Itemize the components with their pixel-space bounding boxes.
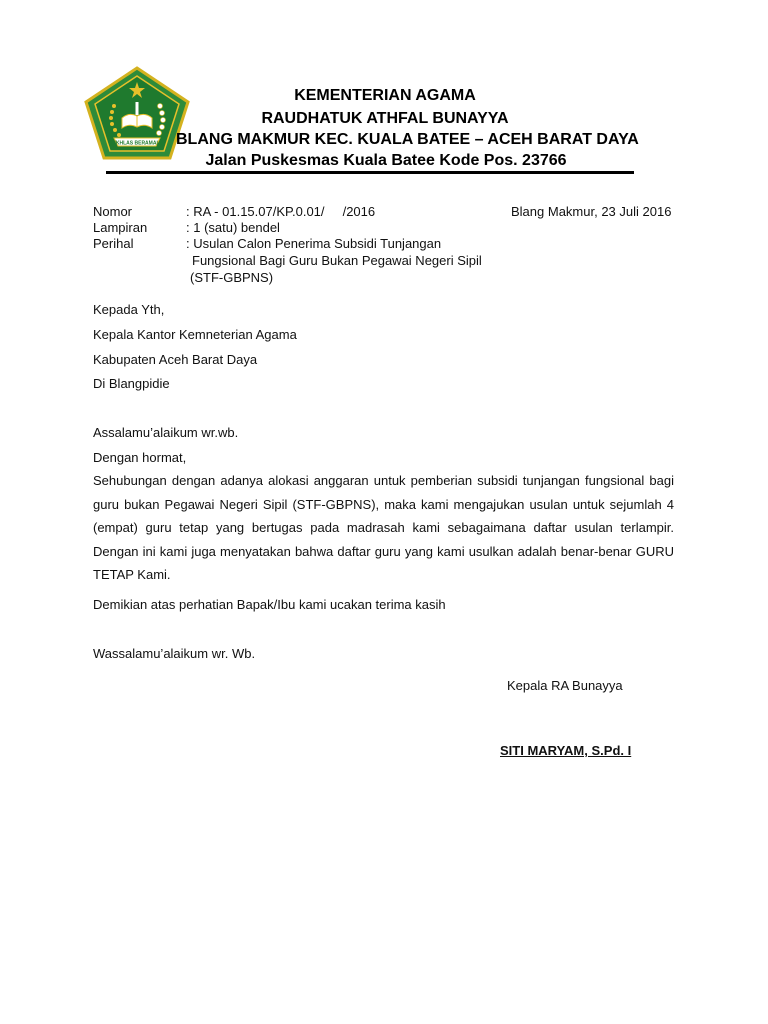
svg-text:IKHLAS BERAMAL: IKHLAS BERAMAL — [114, 140, 160, 147]
perihal-line-3: (STF-GBPNS) — [190, 270, 274, 285]
opening-greeting: Dengan hormat, — [93, 450, 187, 465]
nomor-label: Nomor — [93, 204, 133, 219]
kementerian-agama-logo-icon — [84, 66, 190, 160]
opening-salutation: Assalamu’alaikum wr.wb. — [93, 425, 239, 440]
perihal-line-2: Fungsional Bagi Guru Bukan Pegawai Negeri Sipil — [192, 253, 482, 268]
letter-date: Blang Makmur, 23 Juli 2016 — [511, 204, 672, 219]
recipient-place: Di Blangpidie — [93, 376, 170, 391]
perihal-label: Perihal — [93, 236, 134, 251]
recipient-regency: Kabupaten Aceh Barat Daya — [93, 352, 258, 367]
lampiran-value: : 1 (satu) bendel — [186, 220, 280, 235]
perihal-line-1: : Usulan Calon Penerima Subsidi Tunjangan — [186, 236, 442, 251]
body-paragraph: Sehubungan dengan adanya alokasi anggaran untuk pemberian subsidi tunjangan fungsional bagi guru bukan Pegawai Negeri Sipil (STF-GBPNS), maka kami mengajukan usulan untuk sejumlah 4 (empat) guru tetap yang bertugas pada madrasah kami sebagaimana daftar usulan terlampir. Dengan ini kami juga menyatakan bahwa daftar guru yang kami usulkan adalah benar-benar GURU TETAP Kami. — [93, 473, 674, 582]
signatory-title: Kepala RA Bunayya — [507, 678, 623, 693]
recipient-office: Kepala Kantor Kemneterian Agama — [93, 327, 297, 342]
nomor-value: : RA - 01.15.07/KP.0.01/ /2016 — [186, 204, 376, 219]
letterhead-divider — [106, 171, 634, 174]
lampiran-label: Lampiran — [93, 220, 148, 235]
letterhead-line-school: RAUDHATUK ATHFAL BUNAYYA — [261, 110, 509, 127]
letterhead-line-location: BLANG MAKMUR KEC. KUALA BATEE – ACEH BARAT DAYA — [176, 131, 639, 148]
closing-text: Demikian atas perhatian Bapak/Ibu kami ucakan terima kasih — [93, 597, 446, 612]
letterhead-line-ministry: KEMENTERIAN AGAMA — [294, 87, 476, 104]
closing-salutation: Wassalamu’alaikum wr. Wb. — [93, 646, 256, 661]
signatory-name: SITI MARYAM, S.Pd. I — [500, 743, 632, 758]
recipient-greeting: Kepada Yth, — [93, 302, 165, 317]
letterhead-line-address: Jalan Puskesmas Kuala Batee Kode Pos. 23766 — [205, 152, 567, 169]
